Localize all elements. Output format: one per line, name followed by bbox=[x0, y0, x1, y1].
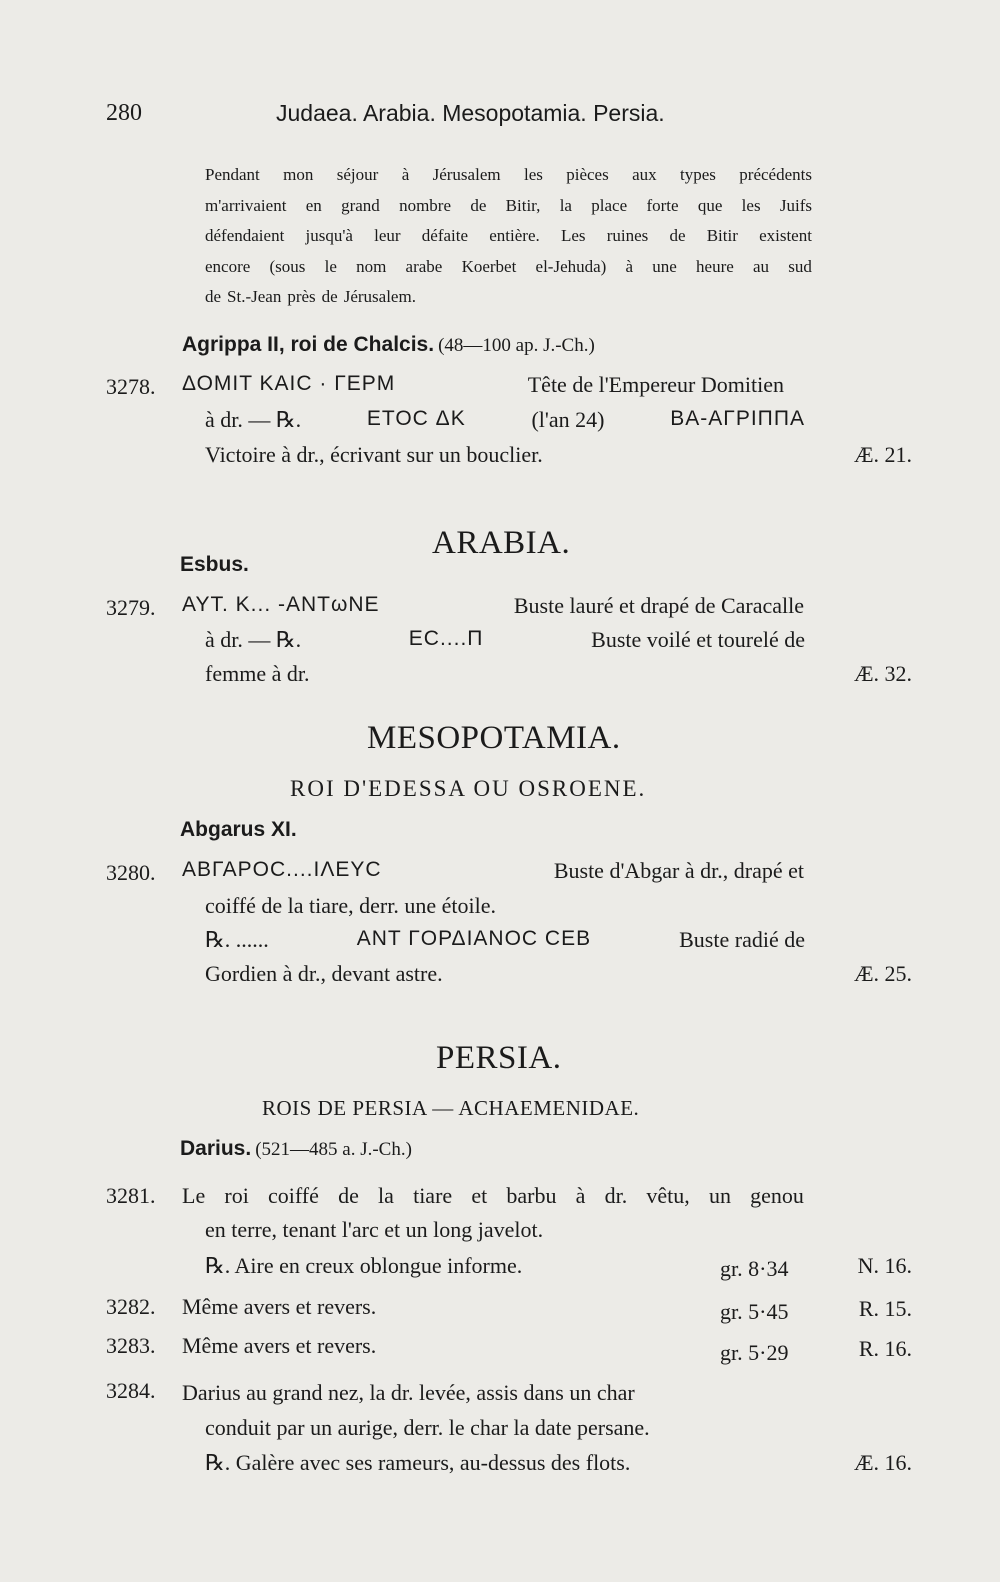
ruler-heading-darius bbox=[180, 1137, 412, 1161]
city-heading: Esbus. bbox=[180, 553, 249, 576]
note-word: Bitir bbox=[706, 226, 738, 245]
note-word: Koerbet bbox=[461, 256, 517, 276]
metal-size: Æ. 16. bbox=[853, 1450, 912, 1475]
description bbox=[182, 1183, 804, 1209]
ruler-dates: (521—485 a. J.-Ch.) bbox=[255, 1139, 412, 1160]
greek-inscription: ΑΒΓΑΡΟC....ΙΛΕΥC bbox=[182, 858, 382, 881]
entry-line bbox=[205, 627, 805, 653]
ruler-name: Darius. bbox=[180, 1137, 252, 1160]
description: Même avers et revers. bbox=[182, 1333, 377, 1358]
note-word: de bbox=[470, 195, 487, 215]
description: ℞. Aire en creux oblongue informe. bbox=[205, 1253, 523, 1278]
note-word: (sous bbox=[269, 256, 306, 276]
ruler-heading: Abgarus XI. bbox=[180, 818, 297, 841]
note-line bbox=[205, 282, 812, 313]
entry-number: 3283. bbox=[106, 1333, 156, 1358]
note-word: forte bbox=[646, 195, 679, 215]
description: Même avers et revers. bbox=[182, 1294, 377, 1319]
note-word: Bitir, bbox=[505, 195, 541, 215]
note-word: défendaient bbox=[205, 226, 285, 245]
description: Buste radié de bbox=[679, 927, 805, 952]
description: coiffé de la tiare, derr. une étoile. bbox=[205, 893, 496, 918]
note-word: nom bbox=[356, 256, 387, 276]
description: Tête de l'Empereur Domitien bbox=[527, 372, 784, 397]
word: genou bbox=[750, 1183, 804, 1208]
description: conduit par un aurige, derr. le char la date persane. bbox=[205, 1415, 650, 1440]
description: à dr. — ℞. bbox=[205, 407, 302, 432]
word: dr. bbox=[604, 1183, 628, 1208]
note-word: jusqu'à bbox=[305, 226, 353, 245]
running-title: Judaea. Arabia. Mesopotamia. Persia. bbox=[276, 100, 665, 126]
word: tiare bbox=[413, 1183, 453, 1208]
word: un bbox=[708, 1183, 731, 1208]
metal-size: R. 15. bbox=[858, 1296, 912, 1321]
greek-inscription: ΕΤΟC ΔΚ bbox=[366, 407, 466, 430]
entry-number: 3279. bbox=[106, 595, 156, 620]
word: Le bbox=[182, 1183, 206, 1208]
metal-size: Æ. 25. bbox=[853, 961, 912, 986]
note-word: défaite bbox=[421, 226, 469, 245]
entry-line bbox=[182, 593, 804, 619]
note-word: en bbox=[305, 195, 322, 215]
word: la bbox=[378, 1183, 394, 1208]
word: roi bbox=[224, 1183, 249, 1208]
note-word: pièces bbox=[566, 165, 609, 184]
note-word: existent bbox=[759, 226, 812, 245]
word: et bbox=[471, 1183, 488, 1208]
weight: gr. 5·29 bbox=[720, 1340, 789, 1365]
note-line bbox=[205, 252, 812, 283]
word: coiffé bbox=[268, 1183, 319, 1208]
note-word: heure bbox=[696, 256, 734, 276]
description: à dr. — ℞. bbox=[205, 627, 302, 652]
word: barbu bbox=[506, 1183, 557, 1208]
ruler-dates: (48—100 ap. J.-Ch.) bbox=[438, 335, 595, 356]
note-word: leur bbox=[374, 226, 401, 245]
note-word: précédents bbox=[739, 165, 812, 184]
greek-inscription: ΑΝΤ ΓΟΡΔΙΑΝΟC CΕΒ bbox=[356, 927, 592, 950]
note-word: types bbox=[680, 165, 716, 184]
note-word: el-Jehuda) bbox=[535, 256, 607, 276]
entry-line bbox=[205, 927, 805, 953]
word: de bbox=[338, 1183, 359, 1208]
entry-number: 3278. bbox=[106, 374, 156, 399]
entry-line bbox=[182, 372, 784, 398]
note-word: grand bbox=[341, 195, 380, 215]
note-word: les bbox=[523, 165, 543, 184]
metal-size: R. 16. bbox=[858, 1336, 912, 1361]
note-word: mon bbox=[283, 165, 314, 184]
note-word: de bbox=[669, 226, 686, 245]
note-word: à bbox=[401, 165, 410, 184]
note-word: que bbox=[697, 195, 723, 215]
description: en terre, tenant l'arc et un long javelot. bbox=[205, 1217, 544, 1242]
note-word: au bbox=[753, 256, 770, 276]
note-word: m'arrivaient bbox=[205, 195, 287, 215]
description: femme à dr. bbox=[205, 661, 310, 686]
word: vêtu, bbox=[646, 1183, 690, 1208]
section-title-mesopotamia: MESOPOTAMIA. bbox=[367, 720, 621, 756]
note-word: Juifs bbox=[779, 195, 812, 215]
section-title-persia: PERSIA. bbox=[436, 1040, 562, 1076]
note-word: Pendant bbox=[205, 165, 260, 184]
page-number: 280 bbox=[106, 100, 142, 126]
note-word: sud bbox=[788, 256, 812, 276]
entry-number: 3284. bbox=[106, 1378, 156, 1403]
section-title-arabia: ARABIA. bbox=[432, 525, 571, 561]
description: Buste lauré et drapé de Caracalle bbox=[513, 593, 804, 618]
note-line bbox=[205, 160, 812, 191]
description: Victoire à dr., écrivant sur un bouclier. bbox=[205, 442, 543, 467]
greek-inscription: ΑΥΤ. Κ... -ΑΝΤωΝΕ bbox=[182, 593, 380, 616]
word: à bbox=[575, 1183, 586, 1208]
note-word: aux bbox=[632, 165, 657, 184]
note-word: place bbox=[591, 195, 628, 215]
note-word: nombre bbox=[399, 195, 452, 215]
note-word: la bbox=[559, 195, 572, 215]
ruler-name: Agrippa II, roi de Chalcis. bbox=[182, 333, 435, 356]
description: Gordien à dr., devant astre. bbox=[205, 961, 443, 986]
note-word: ruines bbox=[606, 226, 649, 245]
greek-inscription: ΒΑ-ΑΓΡΙΠΠΑ bbox=[670, 407, 805, 430]
entry-line bbox=[205, 407, 805, 433]
ruler-heading-agrippa bbox=[182, 333, 595, 357]
greek-inscription: ΔΟΜΙΤ ΚΑΙC · ΓΕΡΜ bbox=[182, 372, 396, 395]
description: Buste voilé et tourelé de bbox=[591, 627, 805, 652]
section-subtitle: ROI D'EDESSA OU OSROENE. bbox=[290, 776, 647, 801]
entry-number: 3282. bbox=[106, 1294, 156, 1319]
description: ℞. ...... bbox=[205, 927, 269, 952]
description: Buste d'Abgar à dr., drapé et bbox=[553, 858, 804, 883]
note-line bbox=[205, 221, 812, 252]
note-word: entière. bbox=[489, 226, 540, 245]
note-word: Jérusalem bbox=[432, 165, 501, 184]
note-word: à bbox=[625, 256, 634, 276]
weight: gr. 8·34 bbox=[720, 1256, 789, 1281]
greek-inscription: ΕC....Π bbox=[408, 627, 484, 650]
note-word: Jérusalem. bbox=[343, 287, 416, 306]
note-word: le bbox=[324, 256, 337, 276]
note-line bbox=[205, 191, 812, 222]
note-word: de bbox=[321, 287, 338, 306]
note-word: arabe bbox=[405, 256, 443, 276]
description: (l'an 24) bbox=[531, 407, 605, 432]
note-word: St.-Jean bbox=[227, 287, 282, 306]
note-word: près bbox=[287, 287, 316, 306]
description: ℞. Galère avec ses rameurs, au-dessus des flots. bbox=[205, 1450, 631, 1475]
metal-size: Æ. 32. bbox=[853, 661, 912, 686]
weight: gr. 5·45 bbox=[720, 1299, 789, 1324]
note-word: encore bbox=[205, 256, 251, 276]
entry-number: 3281. bbox=[106, 1183, 156, 1208]
note-word: les bbox=[741, 195, 761, 215]
metal-size: N. 16. bbox=[857, 1253, 912, 1278]
entry-line bbox=[182, 858, 804, 884]
note-word: une bbox=[652, 256, 677, 276]
section-subtitle: ROIS DE PERSIA — ACHAEMENIDAE. bbox=[262, 1096, 640, 1120]
note-word: de bbox=[205, 287, 222, 306]
metal-size: Æ. 21. bbox=[853, 442, 912, 467]
note-word: séjour bbox=[336, 165, 379, 184]
description: Darius au grand nez, la dr. levée, assis dans un char bbox=[182, 1380, 635, 1405]
note-paragraph bbox=[205, 160, 812, 313]
note-word: Les bbox=[560, 226, 586, 245]
entry-number: 3280. bbox=[106, 860, 156, 885]
